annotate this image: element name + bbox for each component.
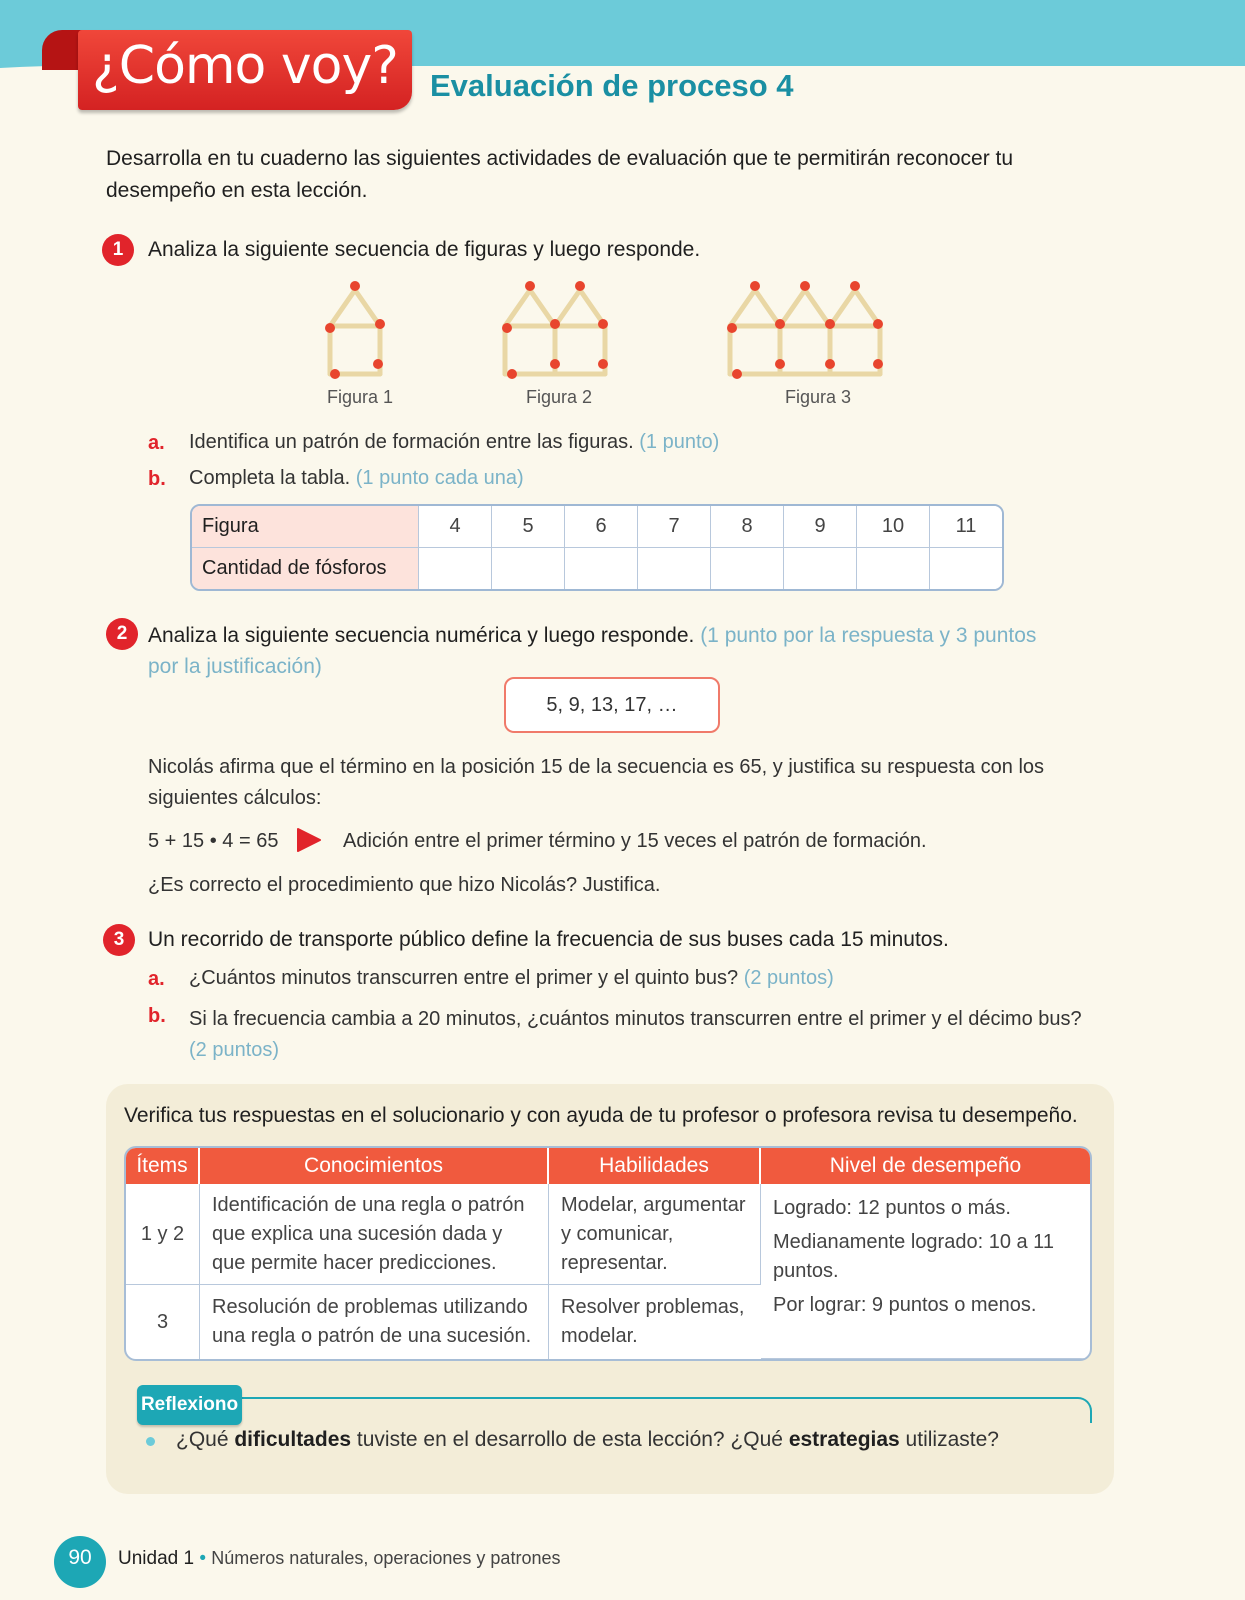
rubric-table (124, 1146, 1092, 1361)
q2-question: ¿Es correcto el procedimiento que hizo Nicolás? Justifica. (148, 874, 661, 896)
table-cell: 7 (638, 506, 711, 548)
row-habilidades: Modelar, argumentar y comunicar, representar. (549, 1184, 761, 1285)
row-conocimientos: Identificación de una regla o patrón que explica una sucesión dada y que permite hacer predicciones. (200, 1184, 549, 1285)
matchstick-table (190, 504, 1004, 591)
table-cell-empty (711, 548, 784, 589)
col-header-items: Ítems (126, 1148, 200, 1184)
q1-a-text: Identifica un patrón de formación entre las figuras. (189, 431, 634, 453)
table-cell: 5 (492, 506, 565, 548)
q1-item-a (189, 431, 719, 454)
col-header-conocimientos: Conocimientos (200, 1148, 549, 1184)
q2-text: Analiza la siguiente secuencia numérica y luego responde. (148, 624, 695, 647)
col-header-habilidades: Habilidades (549, 1148, 761, 1184)
row-habilidades: Resolver problemas, modelar. (561, 1296, 745, 1347)
table-cell-empty (419, 548, 492, 589)
question-1-text: Analiza la siguiente secuencia de figuras y luego responde. (148, 238, 701, 261)
question-3-text: Un recorrido de transporte público define la frecuencia de sus buses cada 15 minutos. (148, 928, 949, 951)
sequence-box: 5, 9, 13, 17, … (504, 677, 720, 733)
figure-1-caption: Figura 1 (327, 387, 394, 407)
col-header-nivel: Nivel de desempeño (761, 1148, 1090, 1184)
q1-b-text: Completa la tabla. (189, 467, 351, 489)
footer-unit (118, 1548, 560, 1570)
table-cell-empty (930, 548, 1002, 589)
table-cell: 9 (784, 506, 857, 548)
q3-item-b (189, 1004, 1089, 1066)
row-conocimientos: Resolución de problemas utilizando una regla o patrón de una sucesión. (200, 1285, 549, 1359)
item-letter-a: a. (148, 432, 165, 454)
table-row (192, 506, 1002, 548)
table-cell: 11 (930, 506, 1002, 548)
matchstick-figures (320, 276, 910, 386)
question-3-number: 3 (103, 924, 135, 956)
reflexiono-rule (240, 1397, 1092, 1423)
row-items: 1 y 2 (126, 1184, 200, 1285)
table-row (192, 548, 1002, 589)
footer-topic: Números naturales, operaciones y patrones (211, 1548, 561, 1568)
figure-3-illustration (730, 290, 880, 374)
figure-3-caption: Figura 3 (785, 387, 852, 407)
q3-item-a (189, 967, 834, 990)
footer-unit-label: Unidad 1 (118, 1548, 195, 1569)
figure-1-illustration (330, 290, 380, 374)
performance-levels (761, 1184, 1090, 1359)
page-title: ¿Cómo voy? (92, 36, 398, 96)
table-cell: 6 (565, 506, 638, 548)
reflexiono-tab: Reflexiono (137, 1385, 242, 1425)
verify-instruction: Verifica tus respuestas en el solucionario y con ayuda de tu profesor o profesora revisa tu desempeño. (124, 1104, 1078, 1127)
q2-points: (1 punto por la respuesta y 3 puntos por la justificación) (148, 624, 1037, 678)
question-1-number: 1 (102, 234, 134, 266)
table-header-row (126, 1148, 1090, 1184)
intro-text: Desarrolla en tu cuaderno las siguientes actividades de evaluación que te permitirán reconocer tu desempeño en esta lección. (106, 147, 1014, 202)
table-row (126, 1184, 1090, 1285)
keyword-estrategias: estrategias (788, 1428, 900, 1451)
table-header-fosforos: Cantidad de fósforos (192, 548, 419, 589)
q2-calc-note: Adición entre el primer término y 15 veces el patrón de formación. (343, 830, 927, 852)
table-cell-empty (638, 548, 711, 589)
page-number: 90 (54, 1536, 106, 1588)
keyword-dificultades: dificultades (234, 1428, 352, 1451)
arrow-right-icon (296, 828, 322, 852)
q3-b-points: (2 puntos) (189, 1039, 280, 1061)
level-por-lograr: Por lograr: 9 puntos o menos. (773, 1294, 1037, 1316)
question-2-text (148, 620, 1068, 682)
item-letter-b: b. (148, 1005, 166, 1027)
table-cell: 8 (711, 506, 784, 548)
question-2-number: 2 (106, 618, 138, 650)
q3-b-text: Si la frecuencia cambia a 20 minutos, ¿cuántos minutos transcurren entre el primer y el décimo bus? (189, 1008, 1082, 1030)
footer-bullet: • (199, 1548, 206, 1569)
level-medianamente: Medianamente logrado: 10 a 11 puntos. (773, 1231, 1054, 1282)
level-logrado: Logrado: 12 puntos o más. (773, 1197, 1011, 1219)
q2-claim: Nicolás afirma que el término en la posición 15 de la secuencia es 65, y justifica su respuesta con los siguientes cálculos: (148, 756, 1045, 809)
table-cell-empty (784, 548, 857, 589)
reflexiono-question: ¿Qué dificultades tuviste en el desarrollo de esta lección? ¿Qué estrategias utilizaste? (176, 1428, 999, 1451)
q2-calc: 5 + 15 • 4 = 65 (148, 830, 279, 852)
table-cell-empty (857, 548, 930, 589)
table-header-figura: Figura (192, 506, 419, 548)
table-cell: 4 (419, 506, 492, 548)
item-letter-a: a. (148, 968, 165, 990)
row-items: 3 (126, 1285, 200, 1359)
q1-item-b (189, 467, 524, 490)
table-cell: 10 (857, 506, 930, 548)
q3-a-text: ¿Cuántos minutos transcurren entre el primer y el quinto bus? (189, 967, 739, 989)
q3-a-points: (2 puntos) (743, 967, 834, 989)
figure-2-caption: Figura 2 (526, 387, 593, 407)
title-fold (42, 30, 82, 70)
table-cell-empty (565, 548, 638, 589)
q1-b-points: (1 punto cada una) (355, 467, 524, 489)
item-letter-b: b. (148, 468, 166, 490)
bullet-dot (146, 1437, 155, 1446)
page-subtitle: Evaluación de proceso 4 (430, 68, 794, 103)
q1-a-points: (1 punto) (639, 431, 720, 453)
table-cell-empty (492, 548, 565, 589)
